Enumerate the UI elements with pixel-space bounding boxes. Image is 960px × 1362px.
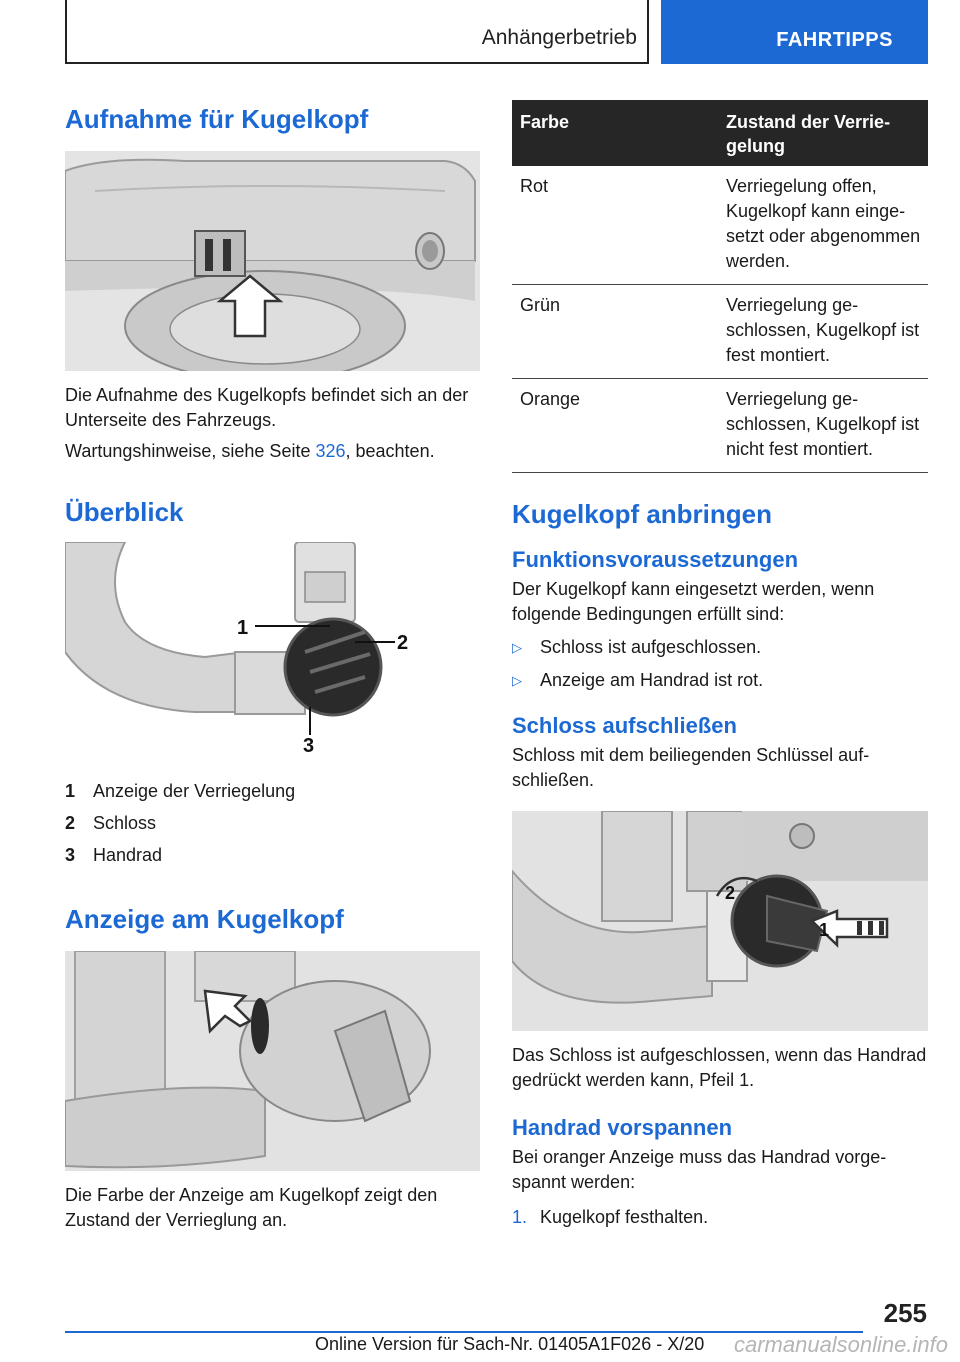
text-funktionsvoraussetzungen: Der Kugelkopf kann eingesetzt werden, wenn folgende Bedingungen erfüllt sind: <box>512 579 875 624</box>
legend-text: Handrad <box>93 845 163 865</box>
table-row <box>512 285 928 379</box>
table-cell-farbe: Orange <box>512 379 718 473</box>
table-cell-zustand: Verriegelung offen, Kugelkopf kann eingesetzt oder abgenommen werden. <box>718 166 928 285</box>
page-number: 255 <box>883 1298 927 1328</box>
figure-aufnahme-illustration <box>65 151 480 371</box>
watermark: carmanualsonline.info <box>733 1332 948 1357</box>
legend-text: Anzeige der Verriegelung <box>93 781 296 801</box>
left-column <box>65 100 480 1233</box>
heading-handrad-vorspannen: Handrad vorspannen <box>512 1115 733 1140</box>
step-number: 1. <box>512 1207 528 1227</box>
triangle-bullet-icon: ▷ <box>512 673 522 688</box>
heading-kugelkopf-anbringen: Kugelkopf anbringen <box>512 499 772 529</box>
figure-ueberblick-illustration <box>65 542 480 762</box>
legend-item <box>65 807 480 839</box>
callout-1: 1 <box>237 617 249 639</box>
list-item-text: Anzeige am Handrad ist rot. <box>540 670 764 690</box>
ball-head-indicator-illustration <box>65 951 480 1171</box>
header-section-box <box>65 0 649 64</box>
header-chapter-tab <box>661 0 928 64</box>
text-handrad-vorspannen: Bei oranger Anzeige muss das Handrad vorgespannt werden: <box>512 1147 887 1192</box>
text-wartung-post: , beachten. <box>345 441 435 461</box>
heading-aufnahme: Aufnahme für Kugelkopf <box>65 104 369 134</box>
heading-ueberblick: Überblick <box>65 497 184 527</box>
rear-bumper-illustration <box>65 151 480 371</box>
text-schloss-aufschliessen: Schloss mit dem beiliegenden Schlüssel aufschließen. <box>512 745 870 790</box>
legend-number: 3 <box>65 845 76 865</box>
legend-list <box>65 775 480 871</box>
legend-item <box>65 839 480 871</box>
heading-anzeige: Anzeige am Kugelkopf <box>65 904 344 934</box>
callout-2: 2 <box>397 632 409 654</box>
figure-anzeige-illustration <box>65 951 480 1171</box>
text-wartung-pre: Wartungshinweise, siehe Seite <box>65 441 316 461</box>
header-chapter-title: FAHRTIPPS <box>776 29 893 51</box>
list-item <box>512 635 928 660</box>
ball-head-overview-illustration <box>65 542 480 762</box>
table-row <box>512 166 928 285</box>
callout-1: 1 <box>819 920 830 940</box>
list-item-text: Schloss ist aufgeschlossen. <box>540 637 762 657</box>
legend-item <box>65 775 480 807</box>
heading-funktionsvoraussetzungen: Funktionsvoraussetzungen <box>512 547 799 572</box>
table-cell-zustand: Verriegelung geschlossen, Kugelkopf ist nicht fest montiert. <box>718 379 928 473</box>
page-reference-link[interactable]: 326 <box>315 441 346 461</box>
text-aufnahme-position: Die Aufnahme des Kugelkopfs befindet sich an der Unterseite des Fahrzeugs. <box>65 385 469 430</box>
heading-schloss-aufschliessen: Schloss aufschließen <box>512 713 737 738</box>
table-header-zustand: Zustand der Verriegelung <box>718 100 928 166</box>
list-item <box>512 668 928 693</box>
table-cell-zustand: Verriegelung geschlossen, Kugelkopf ist fest montiert. <box>718 285 928 379</box>
text-schloss-ergebnis: Das Schloss ist aufgeschlossen, wenn das Handrad gedrückt werden kann, Pfeil 1. <box>512 1045 927 1090</box>
step-list <box>512 1205 928 1230</box>
footer-online-version: Online Version für Sach-Nr. 01405A1F026 - X/20 <box>315 1334 705 1354</box>
callout-2: 2 <box>725 883 736 903</box>
table-cell-farbe: Grün <box>512 285 718 379</box>
callout-3: 3 <box>303 735 315 757</box>
triangle-bullet-icon: ▷ <box>512 640 522 655</box>
legend-number: 1 <box>65 781 76 801</box>
header-section-title: Anhängerbetrieb <box>481 26 637 49</box>
unlock-illustration <box>512 811 928 1031</box>
table-header-row <box>512 100 928 166</box>
figure-schloss-illustration <box>512 811 928 1031</box>
right-column <box>512 100 928 1230</box>
indicator-state-table <box>512 100 928 473</box>
page-header <box>65 0 928 64</box>
legend-text: Schloss <box>93 813 157 833</box>
step-text: Kugelkopf festhalten. <box>540 1207 709 1227</box>
table-cell-farbe: Rot <box>512 166 718 285</box>
table-header-farbe: Farbe <box>512 100 718 166</box>
text-anzeige-beschreibung: Die Farbe der Anzeige am Kugelkopf zeigt den Zustand der Verrieglung an. <box>65 1185 438 1230</box>
step-item <box>512 1205 928 1230</box>
legend-number: 2 <box>65 813 76 833</box>
text-wartungshinweise <box>65 439 480 464</box>
bullet-list <box>512 635 928 693</box>
table-row <box>512 379 928 473</box>
